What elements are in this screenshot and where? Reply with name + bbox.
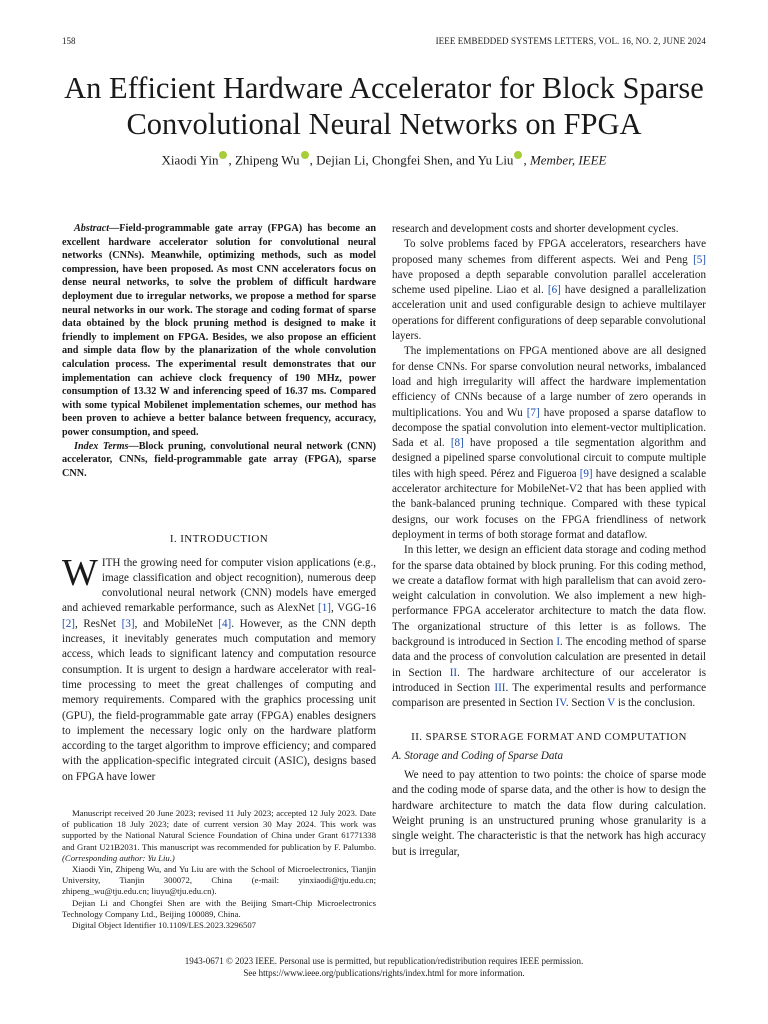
abstract-text: Field-programmable gate array (FPGA) has become an excellent hardware accelerator solution for convolutional neural networks (CNNs). Meanwhile, optimizing methods, such as model compression, have been proposed. As most CNN accelerators focus on dense neural networks, to solve the problem of difficult hardware deployment due to irregular networks, we propose a method for sparse neural networks in our work. The storage and coding format of sparse data obtained by the block pruning method is designed to make it friendly to implement on FPGA. Besides, we also propose an efficient and simple data flow by the planarization of the whole convolution calculation process. The experimental result demonstrates that our implementation can achieve clock frequency of 190 MHz, power consumption of 13.32 W and inferencing speed of 16.37 ms. Compared with some typical Mobilenet implementation schemes, our method has been proven to achieve a better balance between frequency, accuracy, power consumption, and speed. — [62, 223, 376, 438]
text-run: , VGG-16 — [330, 602, 377, 615]
author-line — [40, 151, 728, 168]
citation-link[interactable]: [7] — [526, 406, 540, 419]
citation-link[interactable]: [1] — [318, 602, 331, 615]
citation-link[interactable]: [6] — [547, 284, 561, 297]
right-column — [392, 222, 706, 860]
author-name: , Dejian Li, Chongfei Shen, and Yu Liu — [309, 152, 514, 168]
footnote-affiliation-1: Xiaodi Yin, Zhipeng Wu, and Yu Liu are with the School of Microelectronics, Tianjin University, Tianjin 300072, China (e-mail: yinxiaodi@tju.edu.cn; zhipeng_wu@tju.edu.cn; liuyu@tju.edu.cn). — [62, 864, 376, 897]
section-heading-introduction: I. INTRODUCTION — [169, 533, 269, 546]
citation-link[interactable]: [5] — [693, 253, 706, 266]
copyright-footer — [40, 956, 728, 979]
section-link[interactable]: II — [449, 666, 458, 679]
page-number: 158 — [62, 36, 76, 46]
copyright-line: 1943-0671 © 2023 IEEE. Personal use is permitted, but republication/redistribution requires IEEE permission. — [184, 956, 584, 966]
rights-line[interactable]: See https://www.ieee.org/publications/rights/index.html for more information. — [243, 967, 525, 978]
section-link[interactable]: III — [494, 681, 506, 694]
index-terms-text: Block pruning, convolutional neural network (CNN) accelerator, CNNs, field-programmable gate array (FPGA), sparse CNN. — [62, 440, 376, 479]
text-run: , ResNet — [74, 617, 122, 630]
text-run: , and MobileNet — [134, 617, 219, 630]
text-run: The implementations on FPGA mentioned above are all designed for dense CNNs. For sparse convolution neural networks, imbalanced load and high irregularity will affect the hardware implementation efficiency of CNNs because of a large number of zero operands in multiplications. You and Wu — [392, 345, 706, 419]
text-run: In this letter, we design an efficient data storage and coding method for the sparse data obtained by block pruning. For this coding method, we create a dataflow format with high parallelism that can avoid zero-weight calculation in convolution. We also implement a new high-performance FPGA accelerator architecture to match the data flow. The organizational structure of this letter is as follows. The background is introduced in Section — [392, 544, 706, 649]
intro-paragraph — [392, 344, 706, 543]
index-terms — [62, 440, 376, 481]
text-run: To solve problems faced by FPGA accelerators, researchers have proposed many schemes from different aspects. Wei and Peng — [392, 238, 706, 266]
author-separator: , — [523, 152, 530, 168]
text-run: . The hardware architecture of our accelerator is introduced in Section — [392, 666, 707, 694]
subsection-heading: A. Storage and Coding of Sparse Data — [392, 749, 564, 762]
footnote-affiliation-2: Dejian Li and Chongfei Shen are with the Beijing Smart-Chip Microelectronics Technology Company Ltd., Beijing 100089, China. — [62, 897, 376, 919]
orcid-icon[interactable] — [219, 151, 227, 159]
section-link[interactable]: I — [556, 636, 561, 649]
citation-link[interactable]: [3] — [121, 617, 135, 630]
left-column — [62, 222, 376, 785]
drop-cap: W — [62, 551, 98, 594]
author-name: Xiaodi Yin — [161, 152, 219, 168]
text-run: have proposed a tile segmentation algorithm and designed a pipelined sparse convolutional circuit to compute multiple tiles with high speed. Pérez and Figueroa — [392, 437, 706, 480]
intro-paragraph — [62, 551, 377, 785]
citation-link[interactable]: [2] — [62, 617, 75, 630]
text-run: have designed a scalable accelerator architecture for MobileNet-V2 that has been applied with the bank-balanced pruning technique. Compared with these typical designs, our work focuses on the FPGA friendliness of network deployment in terms of both storage format and dataflow. — [392, 467, 707, 541]
footnote-manuscript — [62, 808, 376, 864]
running-header: IEEE EMBEDDED SYSTEMS LETTERS, VOL. 16, NO. 2, JUNE 2024 — [435, 36, 706, 46]
paper-title: An Efficient Hardware Accelerator for Block Sparse Convolutional Neural Networks on FPGA — [64, 71, 704, 141]
citation-link[interactable]: [4] — [218, 617, 232, 630]
abstract-label: Abstract— — [74, 223, 120, 234]
orcid-icon[interactable] — [301, 151, 309, 159]
author-membership: Member, IEEE — [529, 152, 607, 168]
section-link[interactable]: V — [607, 697, 616, 710]
text-run: . The experimental results and performance comparison are presented in Section — [392, 681, 707, 710]
intro-paragraph — [392, 237, 706, 344]
index-terms-label: Index Terms— — [74, 440, 139, 452]
section-heading-storage: II. SPARSE STORAGE FORMAT AND COMPUTATION — [411, 730, 687, 743]
section-link[interactable]: IV — [555, 697, 566, 710]
corresponding-author: (Corresponding author: Yu Liu.) — [62, 852, 175, 863]
text-run: is the conclusion. — [615, 697, 696, 710]
text-run: . Section — [565, 697, 608, 710]
text-run: have proposed a depth separable convolution parallel acceleration scheme used pipeline. Liao et al. — [392, 268, 706, 297]
author-name: , Zhipeng Wu — [228, 152, 300, 168]
text-run: . However, as the CNN depth increases, it inevitably generates much computation and memory access, which leads to significant latency and computation resource consumption. It is urgent to design a hardware accelerator with real-time processing to meet the great challenges of computing and memory requirements. Compared with the graphics processing unit (GPU), the field-programmable gate array (FPGA) enables designers to implement the necessary logic only on the hardware platform according to the target algorithm to improve efficiency; and compared with the application-specific integrated circuit (ASIC), designs based on FPGA have lower — [62, 617, 376, 783]
orcid-icon[interactable] — [514, 151, 522, 159]
text-run: Manuscript received 20 June 2023; revised 11 July 2023; accepted 12 July 2023. Date of publication 18 July 2023; date of current version 30 May 2024. This work was supported by the National Natural Science Foundation of China under Grant 61771338 and Grant U21B2031. This manuscript was recommended for publication by F. Palumbo. — [62, 808, 376, 852]
citation-link[interactable]: [9] — [579, 467, 593, 480]
footnote-doi: Digital Object Identifier 10.1109/LES.2023.3296507 — [72, 920, 257, 931]
text-run: ITH the growing need for computer vision applications (e.g., image classification and object recognition), numerous deep convolutional neural network (CNN) models have emerged and achieved remarkable performance, such as AlexNet — [62, 556, 376, 615]
intro-paragraph-continued: research and development costs and shorter development cycles. — [392, 223, 679, 235]
abstract — [62, 222, 376, 440]
footnote-block — [62, 808, 376, 931]
text-run: . The encoding method of sparse data and the process of convolution calculation are presented in detail in Section — [392, 636, 706, 679]
text-run: have designed a parallelization acceleration unit and used configurable design to achieve multilayer operations for different configurations of deep separable convolutional layers. — [392, 284, 706, 343]
intro-paragraph — [392, 543, 706, 711]
body-paragraph: We need to pay attention to two points: the choice of sparse mode and the coding mode of sparse data, and the other is how to design the hardware architecture to match the data flow during calculation. Weight pruning is an unstructured pruning whose granularity is a single weight. The characteristic is that the network has high accuracy but is irregular, — [392, 769, 706, 858]
citation-link[interactable]: [8] — [450, 437, 464, 450]
text-run: have proposed a sparse dataflow to decompose the spatial convolution into element-vector multiplication. Sada et al. — [392, 406, 706, 450]
